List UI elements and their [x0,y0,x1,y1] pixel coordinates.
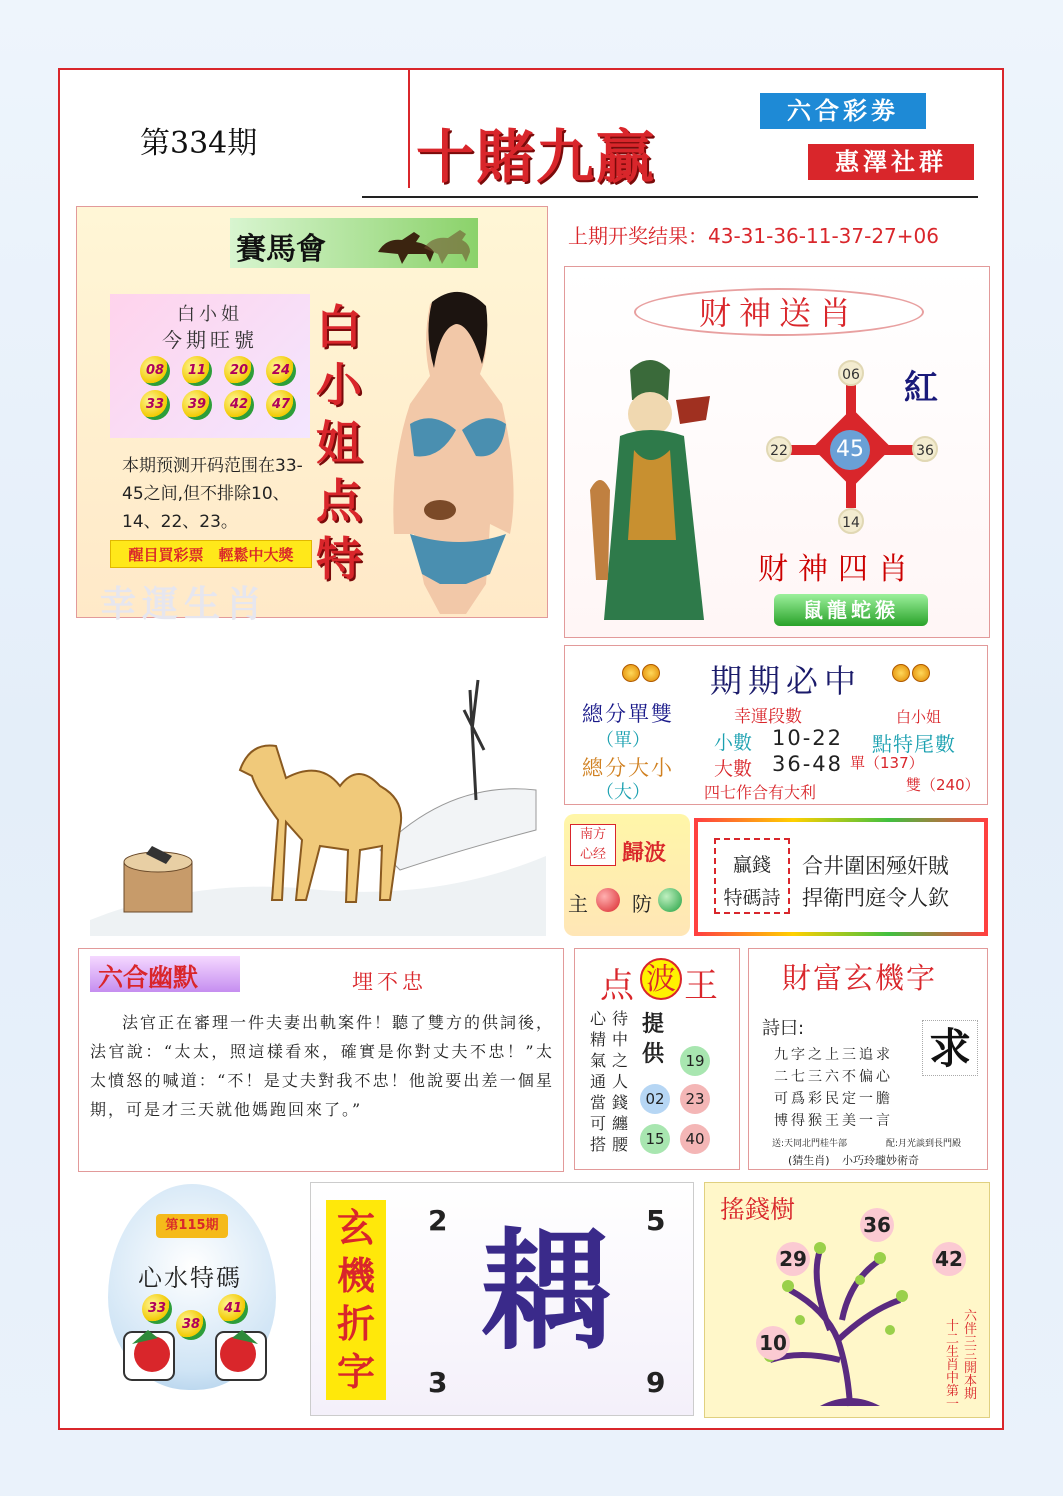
egg-ball: 38 [176,1310,206,1340]
vertical-char: 姐 [316,416,362,470]
tag-lottery: 六合彩劵 [760,93,926,129]
god-top-number: 06 [838,360,864,386]
coin-icon [912,664,930,682]
zheci-label [326,1200,386,1400]
vertical-char: 白 [316,300,362,354]
tag-community: 惠澤社群 [808,144,974,180]
col1-char: 通 [590,1072,607,1091]
lucky-ball: 42 [224,390,254,420]
lucky-ball: 33 [140,390,170,420]
zheci-tl: 2 [428,1204,448,1237]
horse-banner [230,218,478,268]
qiqi-r0: 白小姐 [896,708,942,726]
col1-char: 搭 [590,1135,607,1154]
humor-title: 埋不忠 [352,970,427,994]
red-ball: 40 [680,1124,710,1154]
guibo-title: 歸波 [622,841,667,866]
poem-label2: 特碼詩 [723,887,781,909]
tree-ball: 36 [860,1208,894,1242]
badge-line2: 心经 [579,847,606,862]
caifu-line: 博得猴王美一言 [774,1113,893,1129]
zheci-tr: 5 [646,1204,666,1237]
blue-ball: 02 [640,1084,670,1114]
slogan-banner: 醒目買彩票 輕鬆中大獎 [110,540,312,568]
lucky-number-box [110,294,310,438]
coin-icon [892,664,910,682]
caifu-shi: 詩曰: [762,1018,805,1039]
horse-icon [368,222,472,266]
dianbo-b: 波 [640,958,682,1000]
egg-issue: 第115期 [156,1214,228,1238]
issue-number: 第334期 [140,126,258,161]
lucky-ball: 08 [140,356,170,386]
col1-char: 心 [590,1009,607,1028]
caifu-title: 財富玄機字 [782,961,938,995]
red-ball-icon [596,888,620,912]
green-ball-icon [658,888,682,912]
zheci-label-char: 機 [336,1254,375,1298]
header-rule [362,196,978,198]
col2-char: 中 [612,1030,629,1049]
god-animals: 鼠龍蛇猴 [774,594,928,626]
humor-banner [90,956,240,992]
vertical-title [316,298,370,588]
humor-banner-text: 六合幽默 [98,963,199,992]
god-center-number: 45 [830,430,870,470]
guibo-main-label: 主 [568,892,588,916]
col2-char: 腰 [612,1135,629,1154]
box-line1: 白小姐 [177,304,243,325]
boxing-glove-icon [202,1324,272,1388]
horse-banner-text: 賽馬會 [236,232,326,267]
qiqi-l2: 總分大小 [582,756,674,780]
header-divider [408,68,410,188]
boxing-glove-icon [118,1324,188,1388]
vertical-char: 点 [316,474,362,528]
main-title: 十賭九贏 [416,123,657,191]
tree-side2: 十二生肖中第一 [946,1319,960,1412]
dianbo-col2 [612,1008,630,1155]
caifu-line: 九字之上三追求 [774,1047,893,1063]
green-ball: 19 [680,1046,710,1076]
tree-ball: 10 [756,1326,790,1360]
qiqi-r3: 雙（240） [906,776,980,794]
badge-line1: 南方 [579,827,606,842]
prediction-text: 本期预测开码范围在33-45之间,但不排除10、14、22、23。 [122,456,303,532]
poem-label1: 贏錢 [732,854,771,876]
col1-char: 可 [590,1114,607,1133]
col1-char: 精 [590,1030,607,1049]
qiqi-m3: 四七作合有大利 [704,783,817,802]
col1-char: 氣 [590,1051,607,1070]
caifu-poem [774,1044,893,1132]
color-word: 紅 [904,368,938,408]
vertical-char: 特 [316,532,362,586]
caifu-credit1: 送:天同北門桂牛部 [772,1139,848,1149]
qiqi-r1: 點特尾數 [872,732,956,756]
dianbo-tigong: 提供 [642,1012,665,1067]
watermark-text: 幸運生肖 [100,584,269,625]
last-result: 上期开奖结果：43-31-36-11-37-27+06 [568,224,939,248]
col2-char: 之 [612,1051,629,1070]
qiqi-l2v: （大） [596,782,650,803]
tree-ball: 42 [932,1242,966,1276]
qiqi-r2: 單（137） [850,754,924,772]
zheci-label-char: 字 [336,1350,375,1394]
lucky-ball: 39 [182,390,212,420]
box-line2: 今期旺號 [162,328,258,352]
zheci-label-char: 玄 [336,1206,375,1250]
caifu-line: 二七三六不偏心 [774,1069,893,1085]
qiqi-m0: 幸運段數 [734,707,802,727]
coin-icon [642,664,660,682]
poem-label-box [714,838,790,914]
qiqi-m1k: 小數 [714,732,753,754]
egg-ball: 33 [142,1294,172,1324]
poem-line1: 合井圍困殛奸賊 [802,854,949,878]
god-of-wealth-figure [580,340,732,628]
money-tree-illustration [730,1220,940,1410]
col2-char: 人 [612,1072,629,1091]
egg-title: 心水特碼 [138,1264,242,1292]
col2-char: 待 [612,1009,629,1028]
dianbo-col1 [590,1008,608,1155]
col1-char: 當 [590,1093,607,1112]
coin-icon [622,664,640,682]
qiqi-l1: 總分單雙 [582,702,674,726]
qiqi-m1v: 10-22 [772,726,844,750]
egg-ball: 41 [218,1294,248,1324]
green-ball: 15 [640,1124,670,1154]
vertical-char: 小 [316,358,362,412]
model-photo [370,284,546,618]
qiqi-l1v: （單） [596,730,650,751]
caifu-line: 可爲彩民定一膽 [774,1091,893,1107]
tree-ball: 29 [776,1242,810,1276]
red-ball: 23 [680,1084,710,1114]
lucky-ball: 47 [266,390,296,420]
tree-side1: 六伴三三開本期 [964,1309,978,1402]
caifu-credit2: 配:月光談到長門殿 [886,1139,962,1149]
humor-text [90,1008,554,1124]
god-right-number: 36 [912,436,938,462]
zheci-label-char: 折 [336,1302,375,1346]
caifu-word: 求 [922,1020,978,1076]
lucky-ball: 11 [182,356,212,386]
poem-line2: 捍衛門庭令人欽 [802,886,949,910]
lucky-ball: 24 [266,356,296,386]
guibo-guard-label: 防 [632,892,652,916]
god-bottom-number: 14 [838,508,864,534]
zheci-bl: 3 [428,1366,448,1399]
tree-title: 搖錢樹 [720,1195,796,1224]
qiqi-m2k: 大數 [714,758,753,780]
dianbo-c: 王 [684,966,718,1006]
col2-char: 纏 [612,1114,629,1133]
zheci-char: 耦 [480,1216,611,1368]
camel-illustration [80,650,556,936]
col2-char: 錢 [612,1093,629,1112]
god-left-number: 22 [766,436,792,462]
caifu-credit4: 小巧玲瓏妙術奇 [842,1154,919,1167]
god-title: 财神送肖 [634,288,924,336]
caifu-credit3: (猜生肖) [788,1154,830,1167]
god-label: 财神四肖 [758,552,918,587]
zheci-br: 9 [646,1366,666,1399]
humor-body: 法官正在審理一件夫妻出軌案件！聽了雙方的供詞後，法官說：“太太，照這樣看來，確實是你對丈夫不忠！”太太憤怒的喊道：“不！是丈夫對我不忠！他說要出差一個星期，可是才三天就他媽跑回來了。” [90,1013,555,1119]
qiqi-title: 期期必中 [710,662,863,700]
guibo-badge [570,824,616,866]
dianbo-a: 点 [600,966,634,1006]
qiqi-m2v: 36-48 [772,752,844,776]
lucky-ball: 20 [224,356,254,386]
